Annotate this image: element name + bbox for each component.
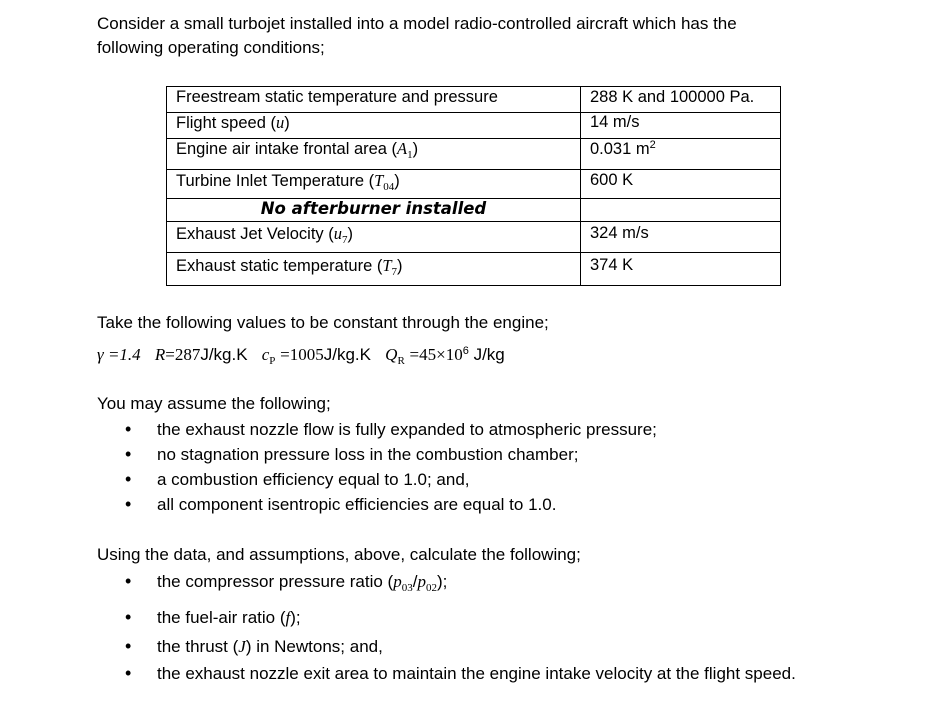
constants-intro: Take the following values to be constant through the engine; — [97, 313, 549, 332]
row-label: Exhaust static temperature $(T_7)$ — [167, 253, 581, 286]
table-row — [167, 253, 781, 286]
list-item: • the fuel-air ratio (f); — [121, 603, 849, 632]
table-row — [167, 113, 781, 139]
list-item: • the exhaust nozzle exit area to maintain the engine intake velocity at the flight speed. — [121, 661, 849, 686]
symbol-T: T — [374, 171, 384, 190]
tasks-list — [121, 567, 849, 686]
symbol-u: u — [275, 113, 285, 132]
gamma-value: γ =1.4 — [97, 345, 141, 364]
table-row — [167, 222, 781, 253]
list-item: • all component isentropic efficiencies are equal to 1.0. — [121, 492, 657, 517]
assumptions-intro: You may assume the following; — [97, 394, 331, 413]
list-item: • the exhaust nozzle flow is fully expanded to atmospheric pressure; — [121, 417, 657, 442]
row-value: 374 K — [581, 253, 781, 286]
intro-paragraph — [97, 12, 849, 60]
row-label: Flight speed (u) — [167, 113, 581, 139]
row-label: Freestream static temperature and pressure — [167, 87, 581, 113]
afterburner-note: No afterburner installed — [167, 199, 581, 222]
row-value: 600 K — [581, 170, 781, 199]
table-row — [167, 87, 781, 113]
list-item: • the compressor pressure ratio $(p_{03}/p_{02})$; — [121, 567, 849, 603]
row-value — [581, 199, 781, 222]
tasks-intro: Using the data, and assumptions, above, calculate the following; — [97, 545, 581, 564]
assumptions-list — [121, 417, 657, 517]
row-value: 14 m/s — [581, 113, 781, 139]
operating-conditions-table — [166, 86, 781, 286]
intro-line-2: following operating conditions; — [97, 38, 325, 57]
table-row — [167, 139, 781, 170]
row-value: 324 m/s — [581, 222, 781, 253]
table-row — [167, 199, 781, 222]
symbol-u7: u — [333, 224, 342, 243]
constants-line: γ =1.4 R=287J/kg.K $c_P =1005J/kg.K$ $Q_R =45\times 10^6$ J/kg — [97, 345, 505, 367]
list-item: • a combustion efficiency equal to 1.0; and, — [121, 467, 657, 492]
symbol-T7: T — [382, 256, 392, 275]
table-row — [167, 170, 781, 199]
row-value: 0.031 $m^2$ — [581, 139, 781, 170]
row-label: Engine air intake frontal area $(A_1)$ — [167, 139, 581, 170]
list-item: • no stagnation pressure loss in the combustion chamber; — [121, 442, 657, 467]
row-value: 288 K and 100000 Pa. — [581, 87, 781, 113]
row-label: Exhaust Jet Velocity $(u_7)$ — [167, 222, 581, 253]
list-item: • the thrust (J) in Newtons; and, — [121, 632, 849, 661]
symbol-A: A — [397, 139, 408, 158]
intro-line-1: Consider a small turbojet installed into a model radio-controlled aircraft which has the — [97, 14, 737, 33]
row-label: Turbine Inlet Temperature $(T_{04})$ — [167, 170, 581, 199]
